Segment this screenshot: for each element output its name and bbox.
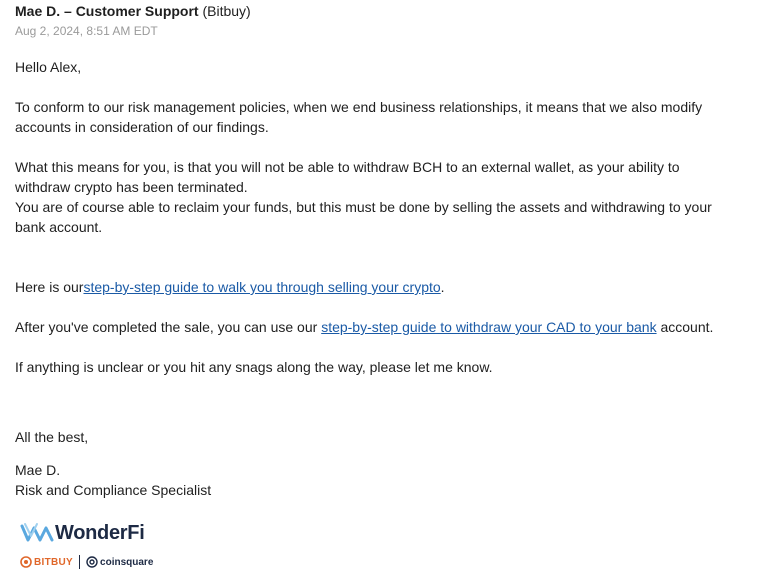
closing: All the best,: [15, 429, 89, 445]
paragraph-withdraw-restriction: What this means for you, is that you will not be able to withdraw BCH to an external wallet, as your ability to withdraw crypto has been terminated.: [15, 159, 680, 195]
email-header: [15, 2, 758, 39]
sender-org: (Bitbuy): [202, 3, 251, 19]
signature-title: Risk and Compliance Specialist: [15, 482, 212, 498]
sender-name: Mae D. – Customer Support: [15, 3, 199, 19]
sell-guide-link[interactable]: step-by-step guide to walk you through selling your crypto: [83, 279, 441, 295]
wonderfi-wave-icon: [20, 520, 54, 546]
wonderfi-logo: [20, 518, 220, 574]
email-body: [15, 57, 735, 377]
brand-name: WonderFi: [55, 522, 145, 544]
withdraw-guide-link[interactable]: step-by-step guide to withdraw your CAD to your bank: [321, 319, 657, 335]
sell-guide-prefix: Here is our: [15, 279, 84, 295]
paragraph-sell-guide: [15, 277, 735, 297]
paragraph-reclaim-funds: You are of course able to reclaim your funds, but this must be done by selling the assets and withdrawing to your bank account.: [15, 199, 712, 235]
sender-line: [15, 2, 758, 20]
signature-name: Mae D.: [15, 462, 61, 478]
paragraph-policy: To conform to our risk management policies, when we end business relationships, it means that we also modify accounts in consideration of our findings.: [15, 99, 703, 135]
coinsquare-icon: [86, 556, 98, 568]
greeting: Hello Alex,: [15, 59, 82, 75]
brand-sublogos: [20, 554, 153, 570]
email-date: Aug 2, 2024, 8:51 AM EDT: [15, 24, 158, 38]
coinsquare-label: coinsquare: [100, 556, 154, 568]
bitbuy-icon: [20, 556, 32, 568]
logo-divider: [79, 555, 80, 569]
bitbuy-label: BITBUY: [34, 556, 74, 568]
withdraw-guide-suffix: account.: [656, 319, 714, 335]
sell-guide-suffix: .: [440, 279, 445, 295]
withdraw-guide-prefix: After you've completed the sale, you can use our: [15, 319, 322, 335]
paragraph-contact: If anything is unclear or you hit any snags along the way, please let me know.: [15, 359, 493, 375]
paragraph-withdraw-guide: [15, 317, 735, 337]
